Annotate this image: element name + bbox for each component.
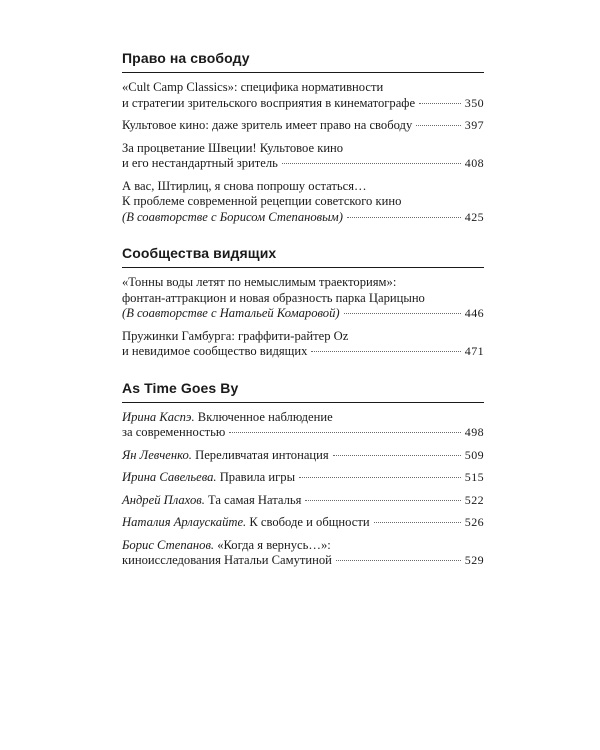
page-number: 522: [464, 492, 484, 507]
author-name: Ирина Савельева.: [122, 470, 217, 484]
page-number: 350: [464, 95, 484, 110]
section-title: Сообщества видящих: [122, 245, 484, 268]
entry-coauthor-note: (В соавторстве с Натальей Комаровой): [122, 306, 340, 320]
page-number: 515: [464, 470, 484, 484]
entry-title-line: Культовое кино: даже зритель имеет право на свободу: [122, 118, 413, 132]
author-name: Борис Степанов.: [122, 537, 215, 552]
toc-entry[interactable]: [122, 538, 484, 569]
entry-title-line: фонтан-аттракцион и новая образность парка Царицыно: [122, 290, 425, 305]
dot-leader: [374, 522, 461, 523]
author-name: Андрей Плахов.: [122, 492, 205, 507]
toc-entry[interactable]: [122, 493, 484, 509]
entry-title-line: и его нестандартный зритель: [122, 156, 278, 170]
toc-entry[interactable]: [122, 470, 484, 486]
toc-entry[interactable]: [122, 515, 484, 531]
entry-title-line: киноисследования Натальи Самутиной: [122, 553, 332, 567]
entry-title-line: и невидимое сообщество видящих: [122, 344, 308, 358]
author-name: Ян Левченко.: [122, 447, 192, 462]
dot-leader: [229, 432, 460, 433]
page-number: 471: [464, 344, 484, 358]
dot-leader: [311, 351, 460, 352]
page-number: 408: [464, 156, 484, 170]
entry-title-line: Наталия Арлаускайте. К свободе и общности: [122, 515, 370, 529]
toc-entry[interactable]: [122, 141, 484, 172]
entry-coauthor-note: (В соавторстве с Борисом Степановым): [122, 209, 343, 224]
page-number: 529: [464, 553, 484, 567]
entry-title-line: За процветание Швеции! Культовое кино: [122, 140, 344, 155]
entry-title-line: «Тонны воды летят по немыслимым траекториям»:: [122, 275, 397, 289]
entry-title-line: Ирина Каспэ. Включенное наблюдение: [122, 409, 333, 424]
entry-title-line: Ирина Савельева. Правила игры: [122, 470, 296, 484]
entry-title-line: А вас, Штирлиц, я снова попрошу остаться…: [122, 178, 367, 193]
dot-leader: [299, 477, 461, 478]
toc-entry[interactable]: [122, 118, 484, 134]
dot-leader: [419, 103, 461, 104]
entry-title-line: К проблеме современной рецепции советского кино: [122, 194, 402, 208]
page-number: 526: [464, 515, 484, 529]
entry-title-line: Андрей Плахов. Та самая Наталья: [122, 492, 302, 507]
dot-leader: [344, 313, 461, 314]
page-number: 498: [464, 425, 484, 439]
dot-leader: [305, 500, 460, 501]
toc-section: [122, 380, 484, 569]
section-title: Право на свободу: [122, 50, 484, 73]
dot-leader: [282, 163, 461, 164]
toc-entry[interactable]: [122, 275, 484, 322]
toc-entry[interactable]: [122, 410, 484, 441]
dot-leader: [416, 125, 461, 126]
entry-title-line: и стратегии зрительского восприятия в кинематографе: [122, 95, 416, 110]
section-title: As Time Goes By: [122, 380, 484, 403]
toc-entry[interactable]: [122, 329, 484, 360]
dot-leader: [333, 455, 461, 456]
page-number: 425: [464, 209, 484, 224]
author-name: Наталия Арлаускайте.: [122, 515, 247, 529]
entry-title-line: Ян Левченко. Переливчатая интонация: [122, 447, 329, 462]
entry-title-line: Пружинки Гамбурга: граффити-райтер Oz: [122, 328, 349, 343]
toc-section: [122, 245, 484, 360]
table-of-contents: [122, 50, 484, 589]
dot-leader: [336, 560, 461, 561]
dot-leader: [347, 217, 461, 218]
toc-entry[interactable]: [122, 80, 484, 111]
toc-entry[interactable]: [122, 179, 484, 226]
page-number: 397: [464, 118, 484, 132]
page-number: 446: [464, 306, 484, 320]
entry-title-line: за современностью: [122, 425, 226, 439]
author-name: Ирина Каспэ.: [122, 409, 195, 424]
entry-title-line: «Cult Camp Classics»: специфика нормативности: [122, 80, 384, 94]
entry-title-line: Борис Степанов. «Когда я вернусь…»:: [122, 537, 331, 552]
toc-section: [122, 50, 484, 225]
page-number: 509: [464, 447, 484, 462]
toc-entry[interactable]: [122, 448, 484, 464]
